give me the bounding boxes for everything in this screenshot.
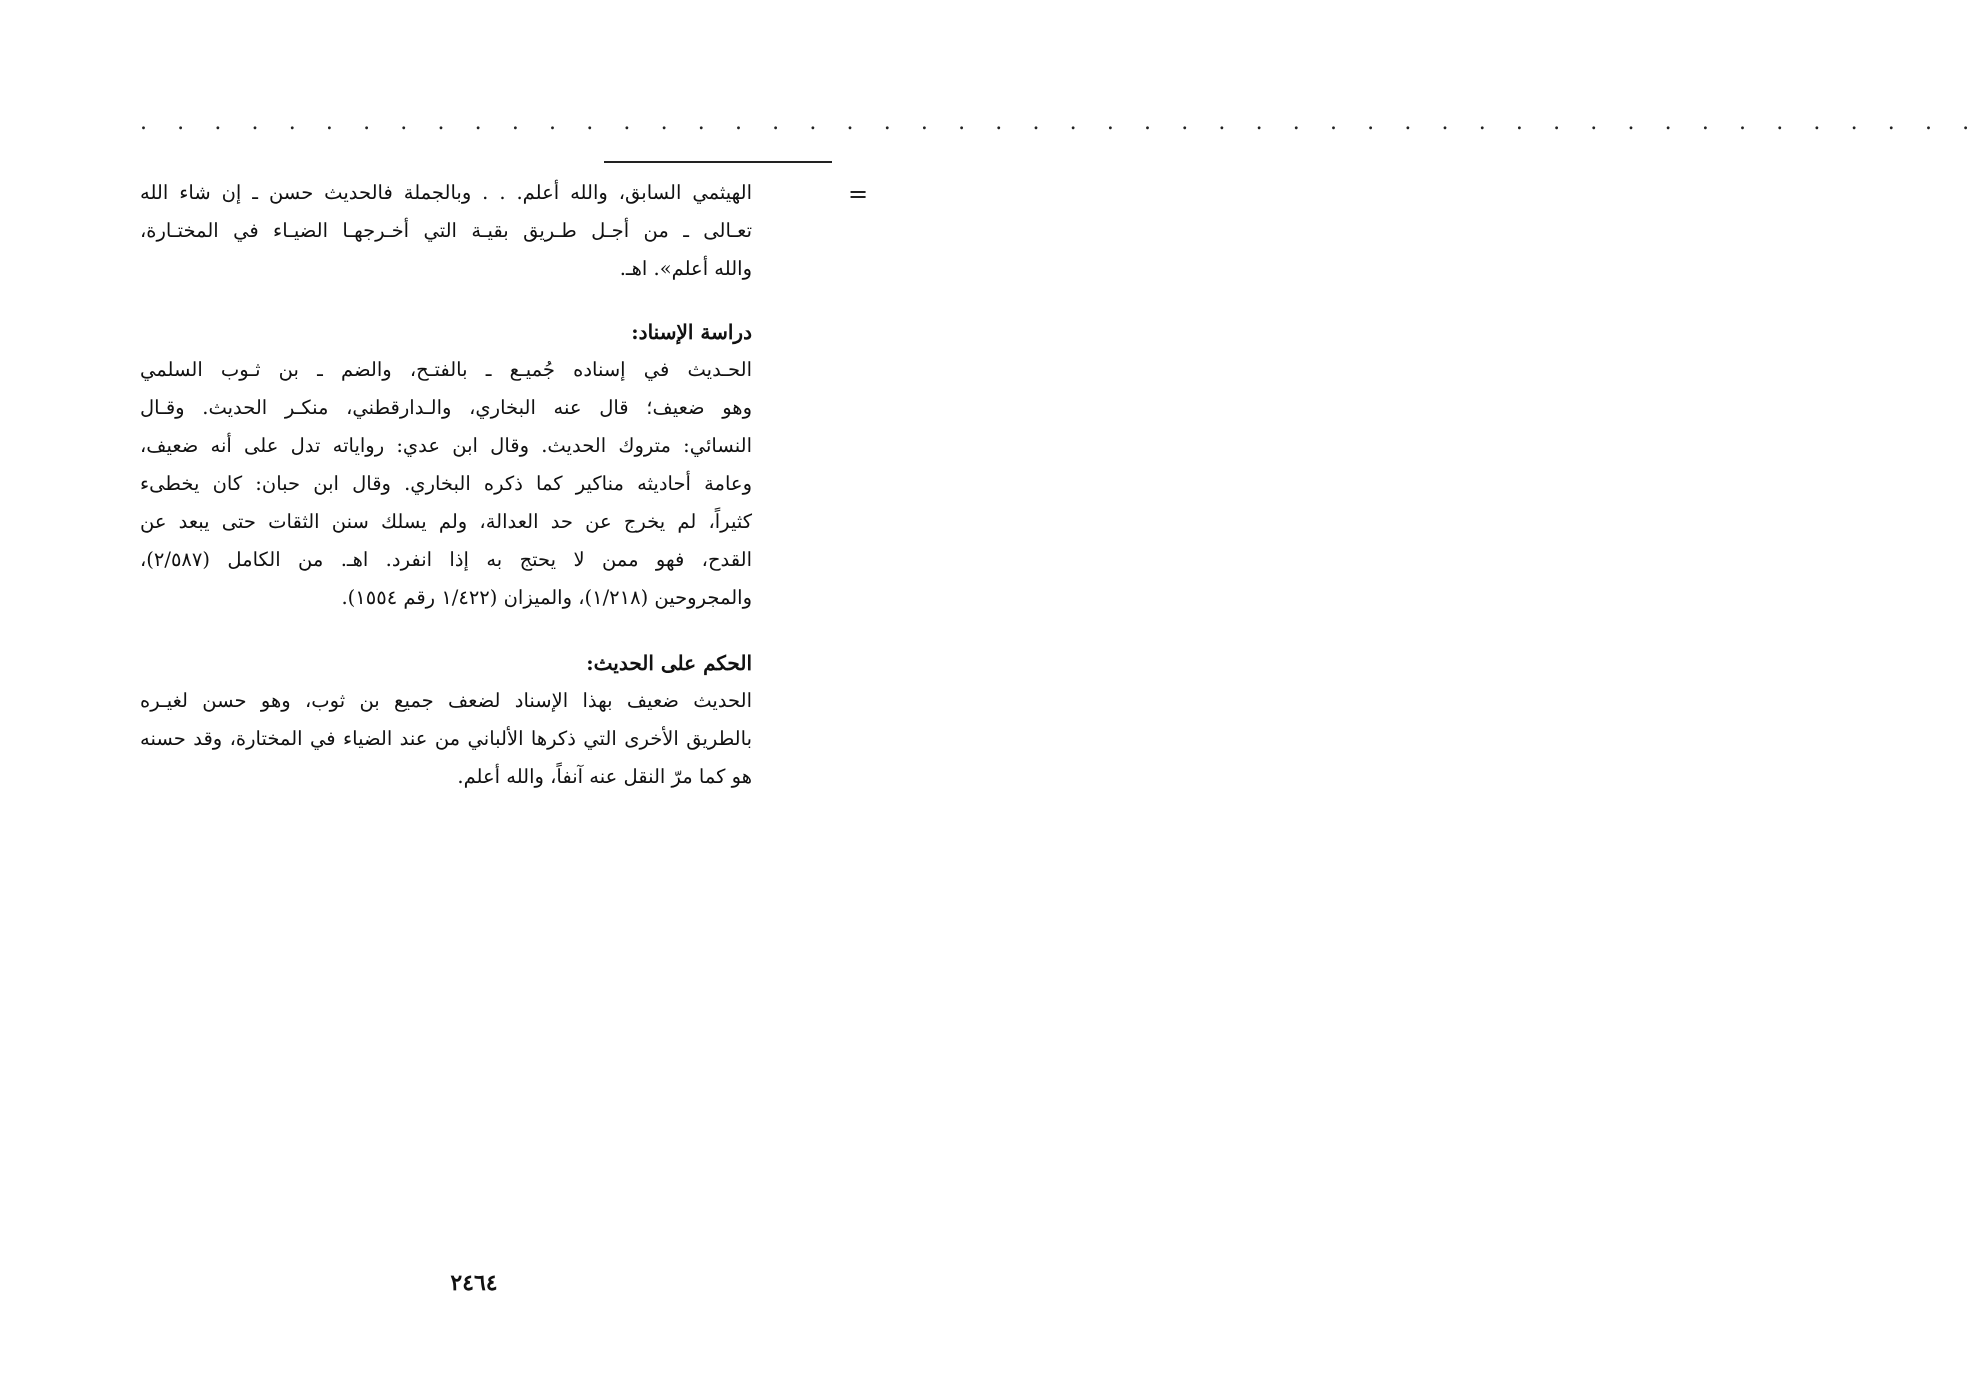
page-number: ٢٤٦٤ xyxy=(450,1270,498,1296)
body-line: والمجروحين (١/٢١٨)، والميزان (١/٤٢٢ رقم ١٥٥٤). xyxy=(341,586,752,609)
body-line: وهو ضعيف؛ قال عنه البخاري، والـدارقطني، منكـر الحديث. وقـال xyxy=(140,396,752,419)
isnad-study-section xyxy=(140,313,752,617)
body-line: بالطريق الأخرى التي ذكرها الألباني من عند الضياء في المختارة، وقد حسنه xyxy=(140,727,752,750)
body-line: الحديث ضعيف بهذا الإسناد لضعف جميع بن ثوب، وهو حسن لغيـره xyxy=(140,689,752,712)
section-heading: دراسة الإسناد: xyxy=(631,320,752,344)
footnote-rule xyxy=(604,161,832,163)
hadith-ruling-section xyxy=(140,644,752,796)
section-heading: الحكم على الحديث: xyxy=(586,651,752,675)
dotted-ornament: . . . . . . . . . . . . . . . . . . . . . . . . . . . . . . . . . . . . . . . . . . . . . . . . . . xyxy=(140,110,1981,135)
body-line: كثيراً، لم يخرج عن حد العدالة، ولم يسلك سنن الثقات حتى يبعد عن xyxy=(140,510,752,533)
footnote-line: الهيثمي السابق، والله أعلم. . . وبالجملة فالحديث حسن ـ إن شاء الله xyxy=(140,181,752,204)
body-line: القدح، فهو ممن لا يحتج به إذا انفرد. اهـ. من الكامل (٢/٥٨٧)، xyxy=(140,548,752,571)
body-line: هو كما مرّ النقل عنه آنفاً، والله أعلم. xyxy=(457,765,752,788)
footnote-line: والله أعلم». اهـ. xyxy=(619,257,752,280)
body-line: الحـديث في إسناده جُميـع ـ بالفتـح، والضم ـ بن ثـوب السلمي xyxy=(140,358,752,381)
footnote-block xyxy=(140,174,752,288)
footnote-line: تعـالى ـ من أجـل طـريق بقيـة التي أخـرجهـا الضيـاء في المختـارة، xyxy=(140,219,752,242)
body-line: النسائي: متروك الحديث. وقال ابن عدي: رواياته تدل على أنه ضعيف، xyxy=(140,434,752,457)
continuation-mark: = xyxy=(848,180,869,208)
body-line: وعامة أحاديثه مناكير كما ذكره البخاري. وقال ابن حبان: كان يخطىء xyxy=(140,472,752,495)
